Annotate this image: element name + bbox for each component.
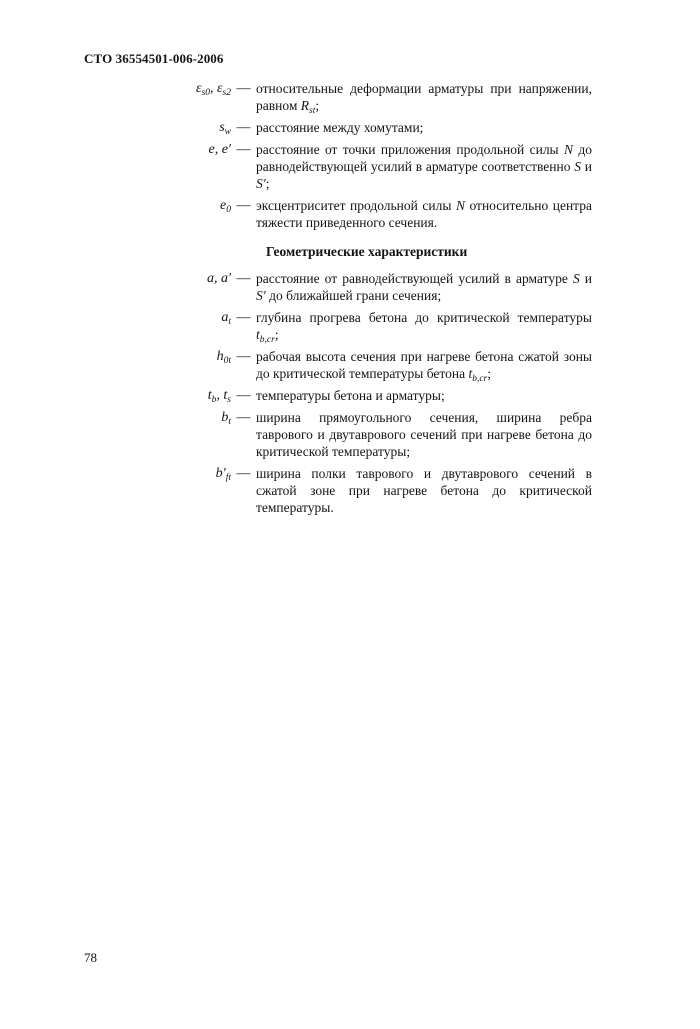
definition-row [150,348,590,382]
definition-text: глубина прогрева бетона до критической температуры $t_{b,cr}$; [256,310,592,345]
definition-symbol: $t_b$, $t_s$ [207,388,231,405]
page-number: 78 [84,950,97,965]
definition-symbol: $a_t$ [221,310,231,327]
definition-row [150,197,590,231]
definition-row [150,270,590,304]
definition-row [150,119,590,136]
definition-row [150,409,590,460]
definition-dash: — [236,310,251,325]
definition-dash: — [236,466,251,481]
definition-symbol: $h_{0t}$ [216,349,231,366]
definition-row [150,141,590,192]
definition-dash: — [236,388,251,403]
definition-row [150,387,590,404]
definition-symbol: $e_0$ [220,198,231,215]
definition-text: расстояние от точки приложения продольной силы N до равнодействующей усилий в арматуре соответственно S и S′; [256,142,592,191]
definitions-list-1 [150,80,590,236]
definition-symbol: $\varepsilon_{s0}$, $\varepsilon_{s2}$ [196,81,231,98]
definitions-list-2 [150,270,590,521]
definition-text: рабочая высота сечения при нагреве бетона сжатой зоны до критической температуры бетона $t_{b,cr}$; [256,349,592,384]
definition-symbol: $s_w$ [219,120,231,137]
definition-symbol: a, a′ [206,271,231,286]
definition-symbol: e, e′ [208,142,231,157]
definition-dash: — [236,349,251,364]
definition-symbol: $b_t$ [221,410,231,427]
definition-dash: — [236,142,251,157]
definition-text: эксцентриситет продольной силы N относительно центра тяжести приведенного сечения. [256,198,592,230]
definition-dash: — [236,198,251,213]
definition-dash: — [236,271,251,286]
definition-row [150,80,590,114]
definition-dash: — [236,81,251,96]
definition-text: температуры бетона и арматуры; [256,388,445,403]
definition-text: относительные деформации арматуры при напряжении, равном $R_{st}$; [256,81,592,116]
definition-row [150,465,590,516]
document-code-header: СТО 36554501-006-2006 [84,51,224,66]
definition-dash: — [236,410,251,425]
definition-text: расстояние от равнодействующей усилий в арматуре S и S′ до ближайшей грани сечения; [256,271,592,303]
definition-text: ширина прямоугольного сечения, ширина ребра таврового и двутаврового сечений при нагреве бетона до критической температуры; [256,410,592,459]
definition-dash: — [236,120,251,135]
definition-text: ширина полки таврового и двутаврового сечений в сжатой зоне при нагреве бетона до критической температуры. [256,466,592,515]
section-title: Геометрические характеристики [266,244,468,259]
definition-text: расстояние между хомутами; [256,120,424,135]
definition-symbol: $b'_{ft}$ [215,466,231,483]
definition-row [150,309,590,343]
